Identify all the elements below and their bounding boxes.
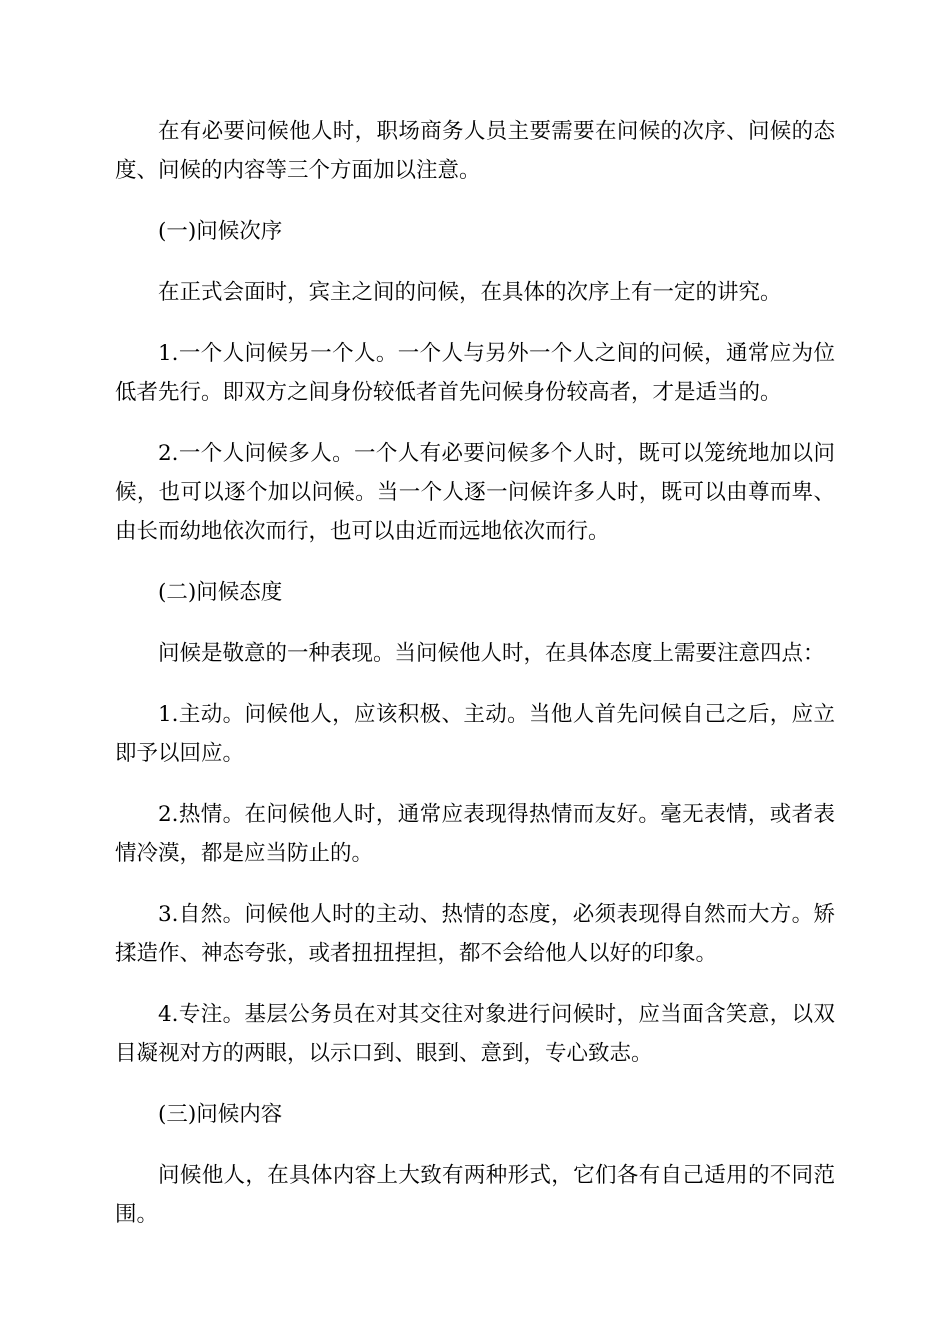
content-intro-paragraph: 问候他人，在具体内容上大致有两种形式，它们各有自己适用的不同范围。 (115, 1163, 835, 1227)
attitude-item-4: 4.专注。基层公务员在对其交往对象进行问候时，应当面含笑意，以双目凝视对方的两眼，以示口到、眼到、意到，专心致志。 (115, 1002, 835, 1066)
document-body (115, 112, 835, 1256)
order-item-2: 2.一个人问候多人。一个人有必要问候多个人时，既可以笼统地加以问候，也可以逐个加以问候。当一个人逐一问候许多人时，既可以由尊而卑、由长而幼地依次而行，也可以由近而远地依次而行。 (115, 441, 835, 544)
section-heading-order: (一)问候次序 (158, 219, 283, 244)
intro-paragraph: 在有必要问候他人时，职场商务人员主要需要在问候的次序、问候的态度、问候的内容等三个方面加以注意。 (115, 119, 835, 183)
attitude-item-1: 1.主动。问候他人，应该积极、主动。当他人首先问候自己之后，应立即予以回应。 (115, 702, 835, 766)
attitude-intro-paragraph: 问候是敬意的一种表现。当问候他人时，在具体态度上需要注意四点： (158, 641, 825, 666)
attitude-item-3: 3.自然。问候他人时的主动、热情的态度，必须表现得自然而大方。矫揉造作、神态夸张，或者扭扭捏担，都不会给他人以好的印象。 (115, 902, 835, 966)
section-heading-content: (三)问候内容 (158, 1102, 283, 1127)
order-intro-paragraph: 在正式会面时，宾主之间的问候，在具体的次序上有一定的讲究。 (158, 280, 782, 305)
section-heading-attitude: (二)问候态度 (158, 580, 283, 605)
order-item-1: 1.一个人问候另一个人。一个人与另外一个人之间的问候，通常应为位低者先行。即双方之间身份较低者首先问候身份较高者，才是适当的。 (115, 341, 835, 405)
attitude-item-2: 2.热情。在问候他人时，通常应表现得热情而友好。毫无表情，或者表情冷漠，都是应当防止的。 (115, 802, 835, 866)
